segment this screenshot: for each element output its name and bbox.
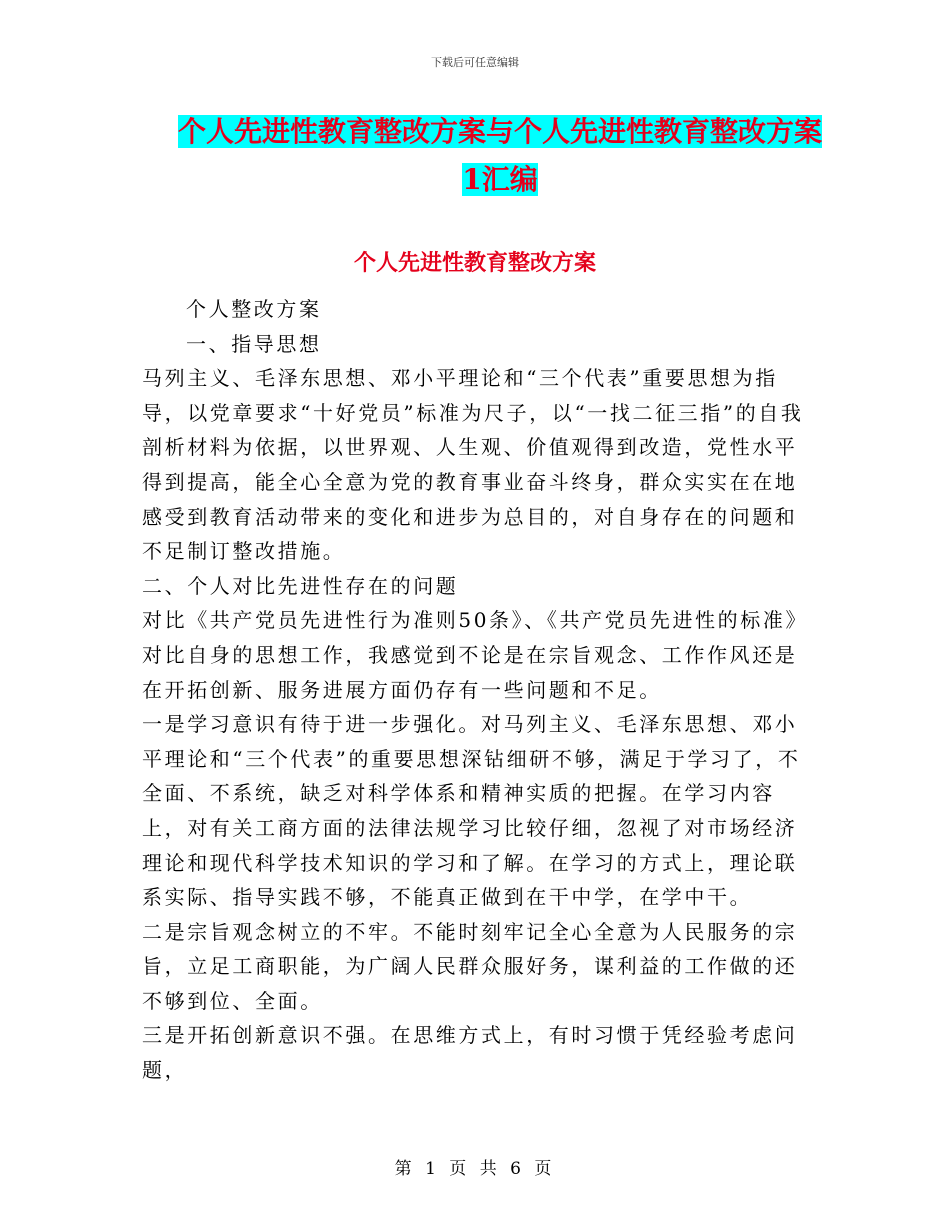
paragraph: 三是开拓创新意识不强。在思维方式上，有时习惯于凭经验考虑问题， [142,1023,798,1083]
document-title [140,108,860,204]
title-line-1: 个人先进性教育整改方案与个人先进性教育整改方案 [177,115,822,148]
paragraph: 马列主义、毛泽东思想、邓小平理论和“三个代表”重要思想为指导，以党章要求“十好党员”标准为尺子，以“一找二征三指”的自我剖析材料为依据，以世界观、人生观、价值观得到改造，党性水平得到提高，能全心全意为党的教育事业奋斗终身，群众实实在在地感受到教育活动带来的变化和进步为总目的，对自身存在的问题和不足制订整改措施。 [142,366,804,564]
header-note: 下载后可任意编辑 [431,56,519,69]
paragraph: 一是学习意识有待于进一步强化。对马列主义、毛泽东思想、邓小平理论和“三个代表”的重要思想深钻细研不够，满足于学习了，不全面、不系统，缺乏对科学体系和精神实质的把握。在学习内容上，对有关工商方面的法律法规学习比较仔细，忽视了对市场经济理论和现代科学技术知识的学习和了解。在学习的方式上，理论联系实际、指导实践不够，不能真正做到在干中学，在学中干。 [142,712,801,910]
section-title: 个人先进性教育整改方案 [353,250,596,276]
paragraph: 对比《共产党员先进性行为准则50条》、《共产党员先进性的标准》对比自身的思想工作，我感觉到不论是在宗旨观念、工作作风还是在开拓创新、服务进展方面仍存有一些问题和不足。 [142,608,809,702]
page-footer: 第 1 页 共 6 页 [394,1159,556,1179]
paragraph: 二是宗旨观念树立的不牢。不能时刻牢记全心全意为人民服务的宗旨，立足工商职能，为广阔人民群众服好务，谋利益的工作做的还不够到位、全面。 [142,919,798,1013]
subheading-guiding-thought: 一、指导思想 [186,331,322,356]
title-line-2: 1汇编 [462,163,538,196]
subheading-plan: 个人整改方案 [186,297,322,321]
subheading-problems: 二、个人对比先进性存在的问题 [142,573,459,598]
document-body [142,292,812,1088]
